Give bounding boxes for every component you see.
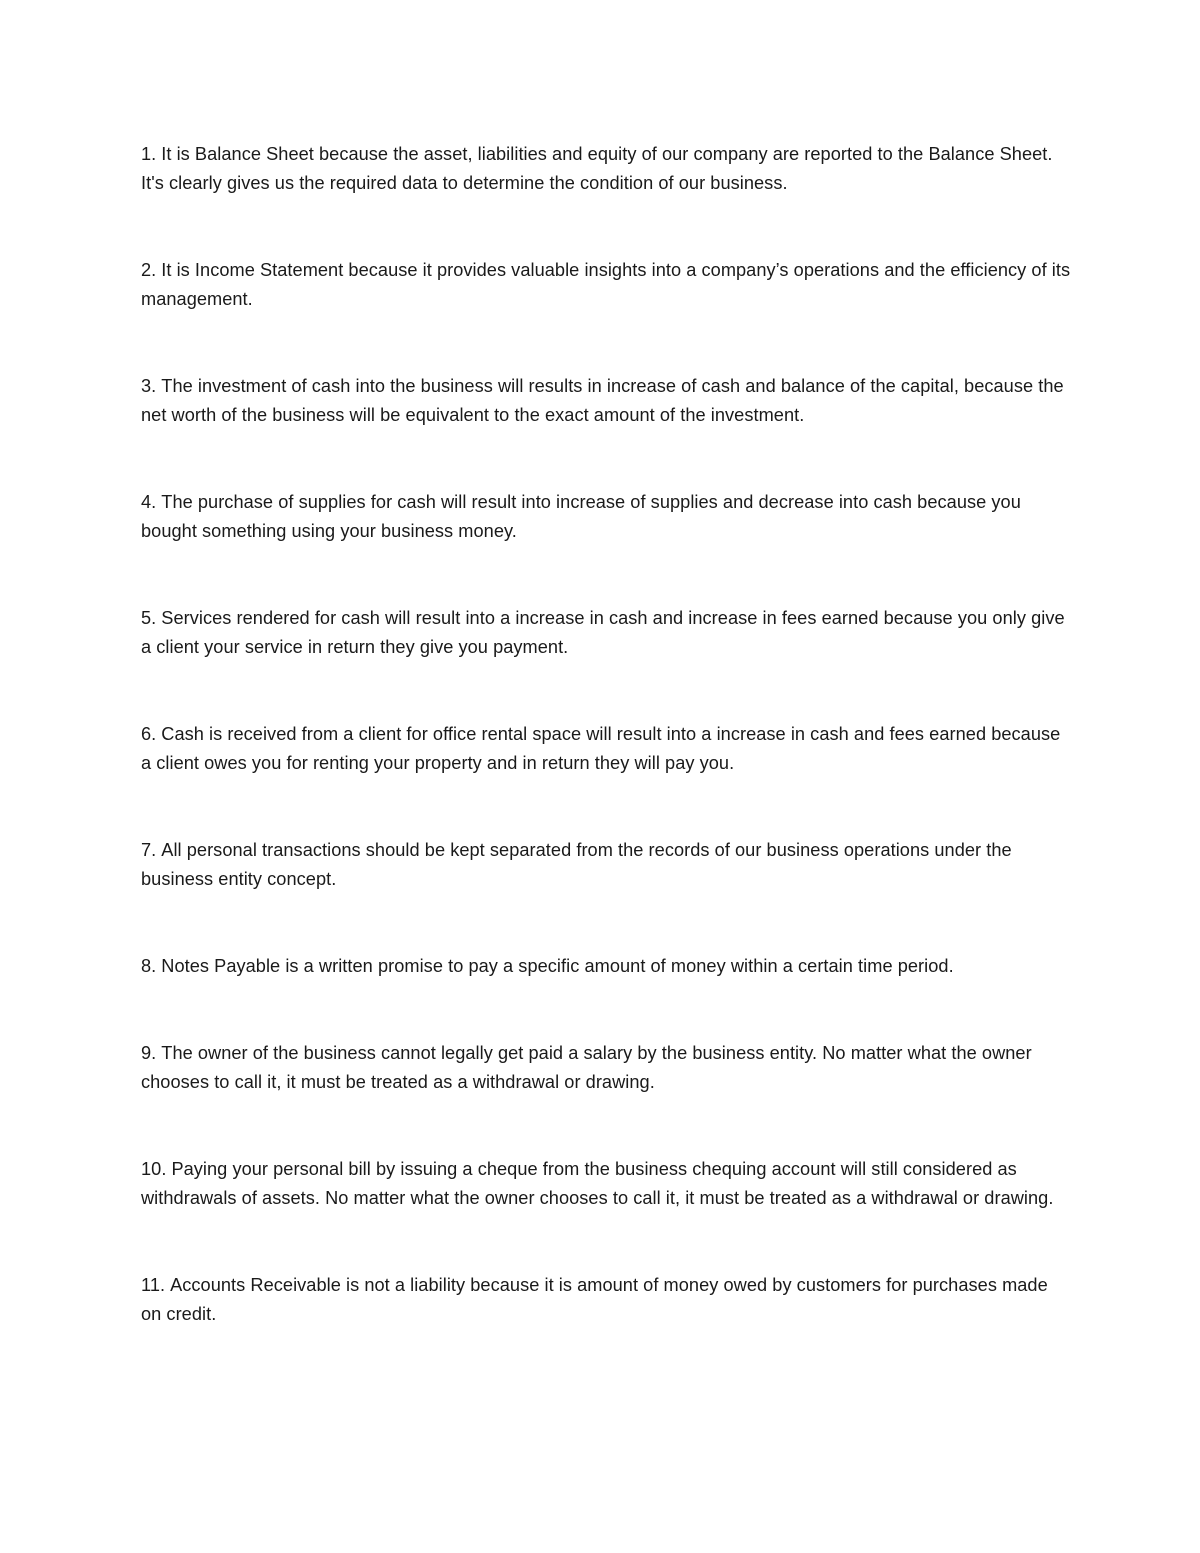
answer-item [141,1155,1071,1213]
answer-item [141,1271,1071,1329]
item-number: 8. [141,956,157,976]
answer-item [141,604,1071,662]
item-number: 7. [141,840,157,860]
answer-item [141,140,1071,198]
item-number: 2. [141,260,157,280]
item-text: Paying your personal bill by issuing a cheque from the business chequing account will still considered as withdrawals of assets. No matter what the owner chooses to call it, it must be treated as a withdrawal or drawing. [141,1159,1054,1208]
item-text: The investment of cash into the business will results in increase of cash and balance of the capital, because the net worth of the business will be equivalent to the exact amount of the investment. [141,376,1064,425]
item-number: 11. [141,1275,166,1295]
item-number: 5. [141,608,157,628]
answer-item [141,836,1071,894]
answer-item [141,372,1071,430]
answer-item [141,256,1071,314]
item-number: 6. [141,724,157,744]
item-text: All personal transactions should be kept separated from the records of our business operations under the business entity concept. [141,840,1012,889]
answer-item [141,952,1071,981]
answer-item [141,1039,1071,1097]
answer-item [141,488,1071,546]
item-text: It is Balance Sheet because the asset, liabilities and equity of our company are reported to the Balance Sheet. It's clearly gives us the required data to determine the condition of our business. [141,144,1053,193]
item-number: 10. [141,1159,167,1179]
item-number: 3. [141,376,157,396]
item-text: It is Income Statement because it provides valuable insights into a company’s operations and the efficiency of its management. [141,260,1071,309]
item-text: Cash is received from a client for office rental space will result into a increase in cash and fees earned because a client owes you for renting your property and in return they will pay you. [141,724,1061,773]
item-number: 4. [141,492,157,512]
item-text: The owner of the business cannot legally get paid a salary by the business entity. No matter what the owner chooses to call it, it must be treated as a withdrawal or drawing. [141,1043,1032,1092]
item-text: Accounts Receivable is not a liability because it is amount of money owed by customers for purchases made on credit. [141,1275,1048,1324]
item-number: 1. [141,144,157,164]
item-text: The purchase of supplies for cash will result into increase of supplies and decrease into cash because you bought something using your business money. [141,492,1021,541]
item-number: 9. [141,1043,157,1063]
answer-item [141,720,1071,778]
item-text: Services rendered for cash will result into a increase in cash and increase in fees earned because you only give a client your service in return they give you payment. [141,608,1065,657]
item-text: Notes Payable is a written promise to pay a specific amount of money within a certain time period. [161,956,954,976]
answer-list [141,140,1071,1387]
